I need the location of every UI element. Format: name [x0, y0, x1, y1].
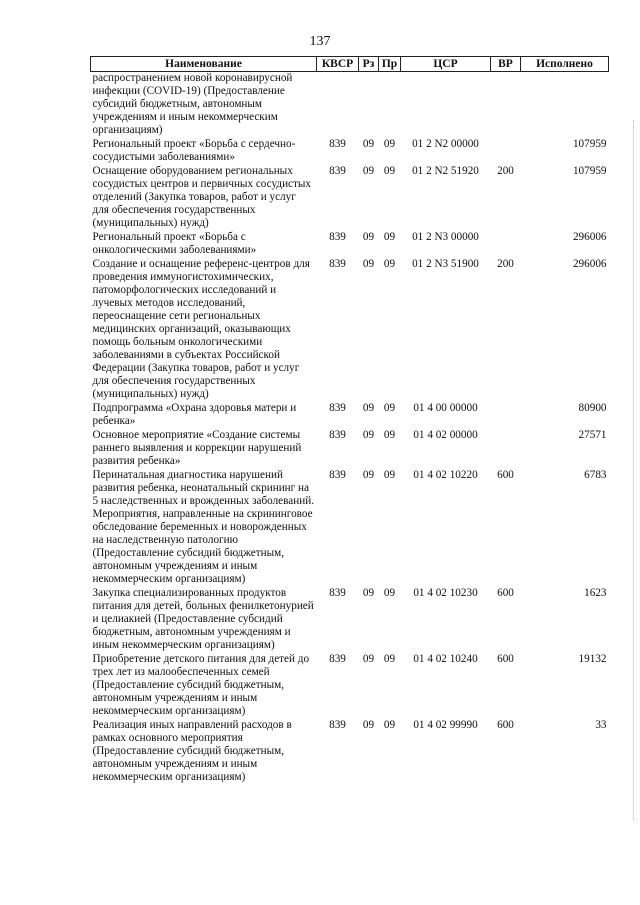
cell-kvsr: 839 — [329, 138, 346, 150]
page-number: 137 — [309, 34, 331, 49]
cell-csr: 01 4 02 99990 — [413, 719, 478, 731]
cell-rz — [359, 72, 379, 139]
cell-rz: 09 — [362, 165, 375, 177]
cell-name: Региональный проект «Борьба с сердечно-сосудистыми заболеваниями» — [92, 138, 296, 163]
cell-vr: 600 — [497, 587, 514, 599]
cell-pr: 09 — [383, 258, 396, 270]
table-row — [91, 165, 609, 231]
header-csr: ЦСР — [401, 57, 491, 72]
cell-csr: 01 2 N2 51920 — [412, 165, 479, 177]
cell-kvsr: 839 — [329, 469, 346, 481]
table-row — [91, 429, 609, 469]
cell-name: Оснащение оборудованием региональных сосудистых центров и первичных сосудистых отделений (Закупка товаров, работ и услуг для обеспечения государственных (муниципальных) нужд) — [92, 165, 312, 229]
cell-executed: 19132 — [578, 653, 607, 665]
cell-csr: 01 2 N3 51900 — [412, 258, 479, 270]
cell-pr: 09 — [383, 469, 396, 481]
cell-vr: 600 — [497, 653, 514, 665]
budget-table — [90, 56, 609, 785]
header-pr: Пр — [379, 57, 401, 72]
cell-executed: 107959 — [572, 138, 607, 150]
header-rz: Рз — [359, 57, 379, 72]
cell-executed: 6783 — [584, 469, 607, 481]
cell-kvsr: 839 — [329, 258, 346, 270]
cell-vr — [491, 138, 521, 165]
cell-kvsr: 839 — [329, 653, 346, 665]
cell-executed: 1623 — [584, 587, 607, 599]
cell-name: Подпрограмма «Охрана здоровья матери и ребенка» — [92, 402, 297, 427]
table-row — [91, 587, 609, 653]
cell-executed: 296006 — [572, 231, 607, 243]
cell-executed — [521, 72, 609, 139]
table-row — [91, 258, 609, 402]
scan-edge-line — [632, 120, 634, 820]
cell-vr — [491, 231, 521, 258]
cell-executed: 27571 — [578, 429, 607, 441]
cell-vr: 200 — [497, 258, 514, 270]
cell-rz: 09 — [362, 138, 375, 150]
cell-pr: 09 — [383, 402, 396, 414]
cell-csr: 01 2 N2 00000 — [412, 138, 479, 150]
cell-vr — [491, 72, 521, 139]
cell-csr: 01 4 00 00000 — [413, 402, 478, 414]
cell-vr — [491, 429, 521, 469]
cell-rz: 09 — [362, 231, 375, 243]
cell-csr: 01 4 02 00000 — [413, 429, 478, 441]
cell-rz: 09 — [362, 402, 375, 414]
cell-pr: 09 — [383, 429, 396, 441]
cell-executed: 80900 — [578, 402, 607, 414]
cell-vr: 600 — [497, 469, 514, 481]
table-body — [91, 72, 609, 786]
header-executed: Исполнено — [521, 57, 609, 72]
cell-pr: 09 — [383, 165, 396, 177]
cell-executed: 33 — [595, 719, 607, 731]
cell-pr: 09 — [383, 231, 396, 243]
cell-kvsr — [317, 72, 359, 139]
cell-kvsr: 839 — [329, 165, 346, 177]
cell-rz: 09 — [362, 587, 375, 599]
cell-csr: 01 4 02 10230 — [413, 587, 478, 599]
cell-csr: 01 4 02 10240 — [413, 653, 478, 665]
cell-kvsr: 839 — [329, 587, 346, 599]
cell-name: Реализация иных направлений расходов в рамках основного мероприятия (Предоставление субсидий бюджетным, автономным учреждениям и иным некоммерческим организациям) — [92, 719, 292, 783]
cell-name: Региональный проект «Борьба с онкологическими заболеваниями» — [92, 231, 257, 256]
cell-vr: 200 — [497, 165, 514, 177]
cell-pr: 09 — [383, 653, 396, 665]
header-vr: ВР — [491, 57, 521, 72]
cell-rz: 09 — [362, 653, 375, 665]
cell-kvsr: 839 — [329, 429, 346, 441]
table-header-row — [91, 57, 609, 72]
cell-vr — [491, 402, 521, 429]
cell-pr: 09 — [383, 719, 396, 731]
cell-executed: 296006 — [572, 258, 607, 270]
cell-name: Приобретение детского питания для детей до трех лет из малообеспеченных семей (Предоставление субсидий бюджетным, автономным учреждениям и иным некоммерческим организациям) — [92, 653, 310, 717]
cell-rz: 09 — [362, 429, 375, 441]
cell-kvsr: 839 — [329, 719, 346, 731]
header-name: Наименование — [91, 57, 317, 72]
table-row — [91, 653, 609, 719]
cell-name: распространением новой коронавирусной инфекции (COVID-19) (Предоставление субсидий бюджетным, автономным учреждениям и иным некоммерческим организациям) — [92, 72, 293, 136]
cell-pr — [379, 72, 401, 139]
table-row — [91, 138, 609, 165]
cell-executed: 107959 — [572, 165, 607, 177]
cell-kvsr: 839 — [329, 402, 346, 414]
cell-csr: 01 4 02 10220 — [413, 469, 478, 481]
table-row — [91, 72, 609, 139]
cell-rz: 09 — [362, 258, 375, 270]
cell-rz: 09 — [362, 469, 375, 481]
cell-rz: 09 — [362, 719, 375, 731]
cell-name: Закупка специализированных продуктов питания для детей, больных фенилкетонурией и целиакией (Предоставление субсидий бюджетным, автономным учреждениям и иным некоммерческим организациям) — [92, 587, 314, 651]
table-row — [91, 469, 609, 587]
cell-kvsr: 839 — [329, 231, 346, 243]
cell-csr: 01 2 N3 00000 — [412, 231, 479, 243]
header-kvsr: КВСР — [317, 57, 359, 72]
cell-csr — [401, 72, 491, 139]
table-row — [91, 402, 609, 429]
cell-name: Создание и оснащение референс-центров для проведения иммуногистохимических, патоморфологических исследований и лучевых методов исследований, переоснащение сети региональных медицинских организаций, оказывающих помощь больным онкологическими заболеваниями в субъектах Российской Федерации (Закупка товаров, работ и услуг для обеспечения государственных (муниципальных) нужд) — [92, 258, 310, 400]
cell-name: Перинатальная диагностика нарушений развития ребенка, неонатальный скрининг на 5 наследственных и врожденных заболеваний. Мероприятия, направленные на скрининговое обследование беременных и новорожденных на наследственную патологию (Предоставление субсидий бюджетным, автономным учреждениям и иным некоммерческим организациям) — [92, 469, 314, 585]
cell-vr: 600 — [497, 719, 514, 731]
cell-pr: 09 — [383, 138, 396, 150]
cell-pr: 09 — [383, 587, 396, 599]
cell-name: Основное мероприятие «Создание системы раннего выявления и коррекции нарушений развития ребенка» — [92, 429, 302, 467]
table-row — [91, 231, 609, 258]
table-row — [91, 719, 609, 785]
